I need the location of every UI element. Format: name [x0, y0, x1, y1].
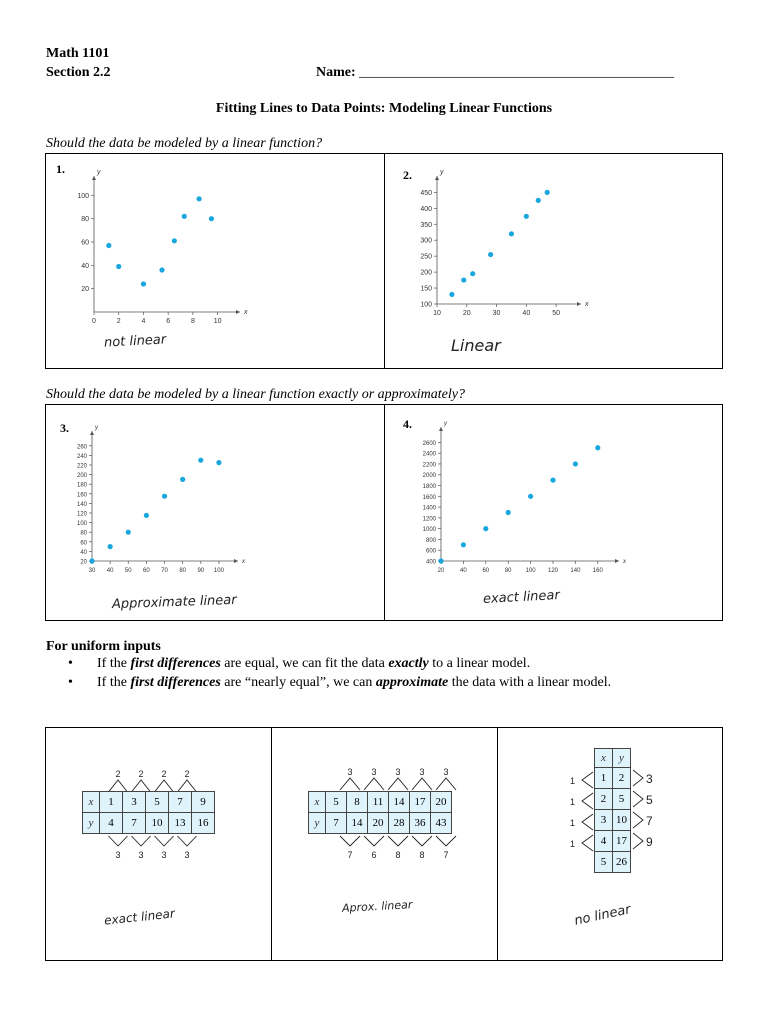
difference-label: 6: [371, 850, 377, 860]
data-point: [550, 478, 555, 483]
data-point: [524, 214, 529, 219]
difference-label: 7: [646, 814, 653, 828]
table-row: [595, 831, 631, 852]
data-point: [126, 530, 131, 535]
difference-caret: [412, 778, 432, 790]
difference-label: 3: [419, 767, 425, 777]
x-axis-arrow: [236, 310, 240, 314]
difference-label: 2: [138, 769, 144, 779]
tables-frame: [45, 727, 723, 961]
answer-3: Approximate linear: [111, 592, 237, 613]
table-row: [309, 813, 452, 834]
data-point: [182, 214, 187, 219]
difference-caret: [178, 836, 197, 846]
table-cell: 13: [169, 813, 192, 834]
data-point: [172, 238, 177, 243]
y-tick-label: 140: [76, 501, 87, 508]
y-axis-label: y: [97, 169, 101, 176]
y-tick-label: 100: [420, 301, 432, 309]
table-cell: 9: [192, 792, 215, 813]
table-panel-1: [46, 728, 271, 960]
table-cell: 28: [389, 813, 410, 834]
x-tick-label: 100: [213, 568, 224, 574]
difference-caret: [633, 791, 643, 807]
y-tick-label: 20: [81, 286, 89, 294]
difference-label: 3: [347, 767, 353, 777]
answer-2: Linear: [451, 336, 501, 355]
y-tick-label: 600: [425, 548, 436, 555]
data-point: [209, 216, 214, 221]
data-point: [116, 264, 121, 269]
difference-label: 5: [646, 793, 653, 807]
table-cell: 1: [595, 768, 613, 789]
data-point: [461, 542, 466, 547]
difference-label: 3: [184, 850, 190, 860]
data-point: [108, 544, 113, 549]
difference-label: 7: [443, 850, 449, 860]
data-point: [198, 458, 203, 463]
table-cell: 2: [595, 789, 613, 810]
data-point: [536, 198, 541, 203]
b1-em: first differences: [130, 656, 221, 671]
answer-1: not linear: [103, 332, 167, 351]
table-cell: 1: [100, 792, 123, 813]
table-row: [595, 789, 631, 810]
y-tick-label: 400: [420, 205, 432, 213]
difference-caret: [633, 812, 643, 828]
difference-caret: [582, 793, 593, 809]
x-tick-label: 20: [462, 310, 471, 317]
table-header-cell: y: [613, 749, 631, 768]
x-tick-label: 160: [592, 568, 603, 574]
y-tick-label: 1000: [422, 527, 436, 534]
y-axis-arrow: [435, 176, 439, 180]
b2-em2: approximate: [375, 675, 449, 690]
table-cell: 5: [595, 852, 613, 873]
y-tick-label: 2400: [422, 451, 436, 458]
table-cell: 17: [613, 831, 631, 852]
y-tick-label: 20: [80, 559, 87, 566]
scatter-chart-2: [385, 154, 722, 368]
y-tick-label: 180: [76, 482, 87, 489]
data-point: [461, 277, 466, 282]
x-tick-label: 2: [116, 318, 121, 325]
data-point: [196, 196, 201, 201]
difference-caret: [340, 836, 360, 846]
y-tick-label: 1200: [422, 516, 436, 523]
b2-em: first differences: [130, 675, 221, 690]
y-axis-label: y: [444, 421, 447, 427]
prompt-linear: Should the data be modeled by a linear function?: [46, 136, 323, 151]
difference-label: 3: [443, 767, 449, 777]
x-axis-arrow: [234, 559, 238, 563]
difference-caret: [155, 836, 174, 846]
table-cell: 3: [123, 792, 146, 813]
y-tick-label: 350: [420, 221, 432, 229]
data-point: [141, 281, 146, 286]
y-tick-label: 100: [77, 192, 89, 200]
y-tick-label: 40: [81, 262, 89, 270]
table-row: [595, 852, 631, 873]
table-row: [309, 792, 452, 813]
table-cell: 17: [410, 792, 431, 813]
y-tick-label: 220: [76, 463, 87, 470]
data-point: [216, 460, 221, 465]
table-cell: 20: [431, 792, 452, 813]
y-tick-label: 100: [76, 521, 87, 528]
table-cell: 2: [613, 768, 631, 789]
difference-caret: [364, 778, 384, 790]
table-row: [595, 810, 631, 831]
x-tick-label: 60: [482, 568, 490, 574]
problem-number-3: 3.: [60, 421, 69, 435]
x-tick-label: 90: [197, 568, 205, 574]
table-panel-2: [272, 728, 497, 960]
x-axis-label: x: [244, 309, 248, 316]
data-table-3: [594, 748, 631, 873]
table-cell: 5: [613, 789, 631, 810]
data-point: [162, 494, 167, 499]
data-point: [573, 461, 578, 466]
bullet-2-text: [97, 675, 611, 691]
difference-caret: [633, 770, 643, 786]
x-tick-label: 80: [179, 568, 187, 574]
difference-caret: [436, 836, 456, 846]
y-tick-label: 250: [420, 253, 432, 261]
y-tick-label: 60: [80, 540, 87, 547]
page-title: Fitting Lines to Data Points: Modeling Linear Functions: [215, 101, 553, 116]
answer-table-3: no linear: [573, 902, 633, 929]
difference-caret: [633, 833, 643, 849]
name-line: _____________________________________________: [359, 65, 675, 80]
table-header-cell: y: [83, 813, 100, 834]
bullet-dot: •: [68, 675, 73, 690]
scatter-chart-1: [46, 154, 384, 368]
difference-caret: [109, 836, 128, 846]
x-axis-label: x: [242, 559, 245, 565]
difference-label: 3: [115, 850, 121, 860]
y-axis-label: y: [440, 169, 444, 176]
x-tick-label: 40: [460, 568, 467, 574]
x-tick-label: 50: [124, 568, 132, 574]
x-tick-label: 140: [570, 568, 581, 574]
y-tick-label: 2200: [422, 462, 436, 469]
difference-label: 7: [347, 850, 353, 860]
difference-caret: [388, 836, 408, 846]
x-axis-arrow: [615, 559, 619, 563]
table-header-cell: x: [83, 792, 100, 813]
y-tick-label: 240: [76, 453, 87, 460]
data-point: [180, 477, 185, 482]
y-tick-label: 200: [76, 473, 87, 480]
bullet-dot: •: [68, 656, 73, 671]
data-point: [545, 190, 550, 195]
difference-label: 3: [161, 850, 167, 860]
difference-caret: [582, 835, 593, 851]
data-point: [470, 271, 475, 276]
table-row: [83, 792, 215, 813]
bullet-1-text: [97, 656, 530, 672]
table-cell: 8: [347, 792, 368, 813]
chart-box-4: [384, 404, 723, 621]
y-tick-label: 800: [425, 537, 436, 544]
table-cell: 11: [368, 792, 389, 813]
b2-pre: If the: [97, 675, 131, 690]
data-point: [449, 292, 454, 297]
x-tick-label: 10: [213, 318, 222, 325]
table-cell: 14: [389, 792, 410, 813]
data-point: [483, 526, 488, 531]
difference-caret: [388, 778, 408, 790]
table-cell: 4: [595, 831, 613, 852]
x-tick-label: 10: [433, 310, 441, 317]
x-tick-label: 6: [166, 318, 171, 325]
x-axis-label: x: [623, 559, 626, 565]
problem-number-4: 4.: [403, 417, 412, 431]
difference-caret: [364, 836, 384, 846]
table-cell: 43: [431, 813, 452, 834]
table-cell: 7: [123, 813, 146, 834]
prompt-exact-approx: Should the data be modeled by a linear function exactly or approximately?: [46, 387, 465, 402]
difference-label: 1: [570, 776, 576, 786]
scatter-chart-3: [46, 405, 384, 620]
data-point: [89, 558, 94, 563]
chart-box-1: [45, 153, 385, 369]
table-cell: 20: [368, 813, 389, 834]
difference-caret: [412, 836, 432, 846]
x-tick-label: 70: [161, 568, 168, 574]
difference-caret: [340, 778, 360, 790]
y-tick-label: 80: [81, 216, 89, 224]
table-cell: 5: [326, 792, 347, 813]
x-tick-label: 40: [106, 568, 114, 574]
name-label: [316, 65, 674, 81]
input-differences-3: [566, 768, 596, 888]
chart-box-3: [45, 404, 385, 621]
x-tick-label: 8: [190, 318, 195, 325]
first-differences-bottom-2: [328, 834, 496, 864]
table-cell: 14: [347, 813, 368, 834]
y-tick-label: 40: [80, 549, 87, 556]
x-tick-label: 4: [141, 318, 146, 325]
y-tick-label: 1400: [422, 505, 436, 512]
data-point: [595, 445, 600, 450]
y-tick-label: 160: [76, 492, 87, 499]
difference-label: 3: [138, 850, 144, 860]
table-cell: 36: [410, 813, 431, 834]
table-row: [595, 768, 631, 789]
data-point: [528, 494, 533, 499]
answer-4: exact linear: [482, 588, 561, 607]
table-cell: 26: [613, 852, 631, 873]
table-header-cell: y: [309, 813, 326, 834]
x-axis-arrow: [577, 302, 581, 306]
table-header-cell: x: [309, 792, 326, 813]
data-point: [509, 231, 514, 236]
table-header-cell: x: [595, 749, 613, 768]
difference-caret: [132, 836, 151, 846]
table-panel-3: [498, 728, 723, 960]
table-row: [83, 813, 215, 834]
data-table-2: [308, 791, 452, 834]
x-tick-label: 40: [522, 310, 531, 317]
x-tick-label: 80: [504, 568, 512, 574]
y-axis-arrow: [439, 427, 443, 431]
table-cell: 16: [192, 813, 215, 834]
b1-em2: exactly: [388, 656, 429, 671]
y-tick-label: 1600: [422, 494, 436, 501]
table-cell: 7: [326, 813, 347, 834]
difference-label: 1: [570, 797, 576, 807]
table-cell: 4: [100, 813, 123, 834]
y-tick-label: 1800: [422, 484, 436, 491]
data-point: [144, 513, 149, 518]
y-tick-label: 150: [420, 285, 432, 293]
data-table-1: [82, 791, 215, 834]
y-tick-label: 400: [425, 559, 436, 566]
table-cell: 10: [613, 810, 631, 831]
b1-post: to a linear model.: [428, 656, 531, 671]
bullet-2: [68, 675, 612, 691]
x-tick-label: 30: [88, 568, 96, 574]
table-cell: 7: [169, 792, 192, 813]
y-tick-label: 120: [76, 511, 87, 518]
difference-label: 9: [646, 835, 653, 849]
data-point: [438, 558, 443, 563]
b1-pre: If the: [97, 656, 131, 671]
x-tick-label: 20: [437, 568, 445, 574]
b1-mid: are equal, we can fit the data: [220, 656, 389, 671]
difference-label: 8: [419, 850, 425, 860]
answer-table-2: Aprox. linear: [341, 898, 413, 915]
y-tick-label: 260: [76, 444, 87, 451]
data-point: [488, 252, 493, 257]
difference-label: 2: [115, 769, 121, 779]
y-axis-arrow: [90, 431, 94, 435]
first-differences-bottom-1: [104, 834, 254, 862]
data-point: [106, 243, 111, 248]
section-label: Section 2.2: [46, 65, 111, 80]
b2-post: the data with a linear model.: [448, 675, 612, 690]
data-point: [506, 510, 511, 515]
table-cell: 3: [595, 810, 613, 831]
y-tick-label: 2000: [422, 473, 436, 480]
difference-label: 1: [570, 818, 576, 828]
difference-caret: [582, 772, 593, 788]
difference-caret: [582, 814, 593, 830]
y-axis-arrow: [92, 176, 96, 180]
x-tick-label: 100: [525, 568, 536, 574]
difference-label: 1: [570, 839, 576, 849]
b2-mid: are “nearly equal”, we can: [220, 675, 376, 690]
x-tick-label: 50: [552, 310, 561, 317]
difference-caret: [436, 778, 456, 790]
y-tick-label: 200: [420, 269, 432, 277]
x-tick-label: 60: [143, 568, 150, 574]
difference-label: 2: [184, 769, 190, 779]
difference-label: 3: [395, 767, 401, 777]
difference-label: 2: [161, 769, 167, 779]
problem-number-2: 2.: [403, 168, 412, 182]
x-axis-label: x: [585, 301, 589, 308]
chart-box-2: [384, 153, 723, 369]
x-tick-label: 0: [92, 318, 96, 325]
y-tick-label: 80: [80, 530, 87, 537]
y-tick-label: 300: [420, 237, 432, 245]
y-axis-label: y: [95, 425, 98, 431]
first-differences-right-3: [632, 768, 668, 888]
difference-label: 3: [371, 767, 377, 777]
y-tick-label: 450: [420, 189, 432, 197]
name-label-text: Name:: [316, 65, 356, 80]
table-cell: 5: [146, 792, 169, 813]
x-tick-label: 120: [547, 568, 559, 574]
table-cell: 10: [146, 813, 169, 834]
x-tick-label: 30: [492, 310, 501, 317]
table-row: [595, 749, 631, 768]
problem-number-1: 1.: [56, 162, 65, 176]
difference-label: 8: [395, 850, 401, 860]
bullet-1: [68, 656, 531, 672]
course-label: Math 1101: [46, 46, 110, 61]
y-tick-label: 60: [81, 239, 89, 247]
answer-table-1: exact linear: [103, 906, 176, 928]
y-tick-label: 2600: [422, 440, 436, 447]
first-differences-top-2: [328, 766, 496, 794]
data-point: [159, 267, 164, 272]
difference-label: 3: [646, 772, 653, 786]
uniform-heading: For uniform inputs: [46, 639, 161, 654]
